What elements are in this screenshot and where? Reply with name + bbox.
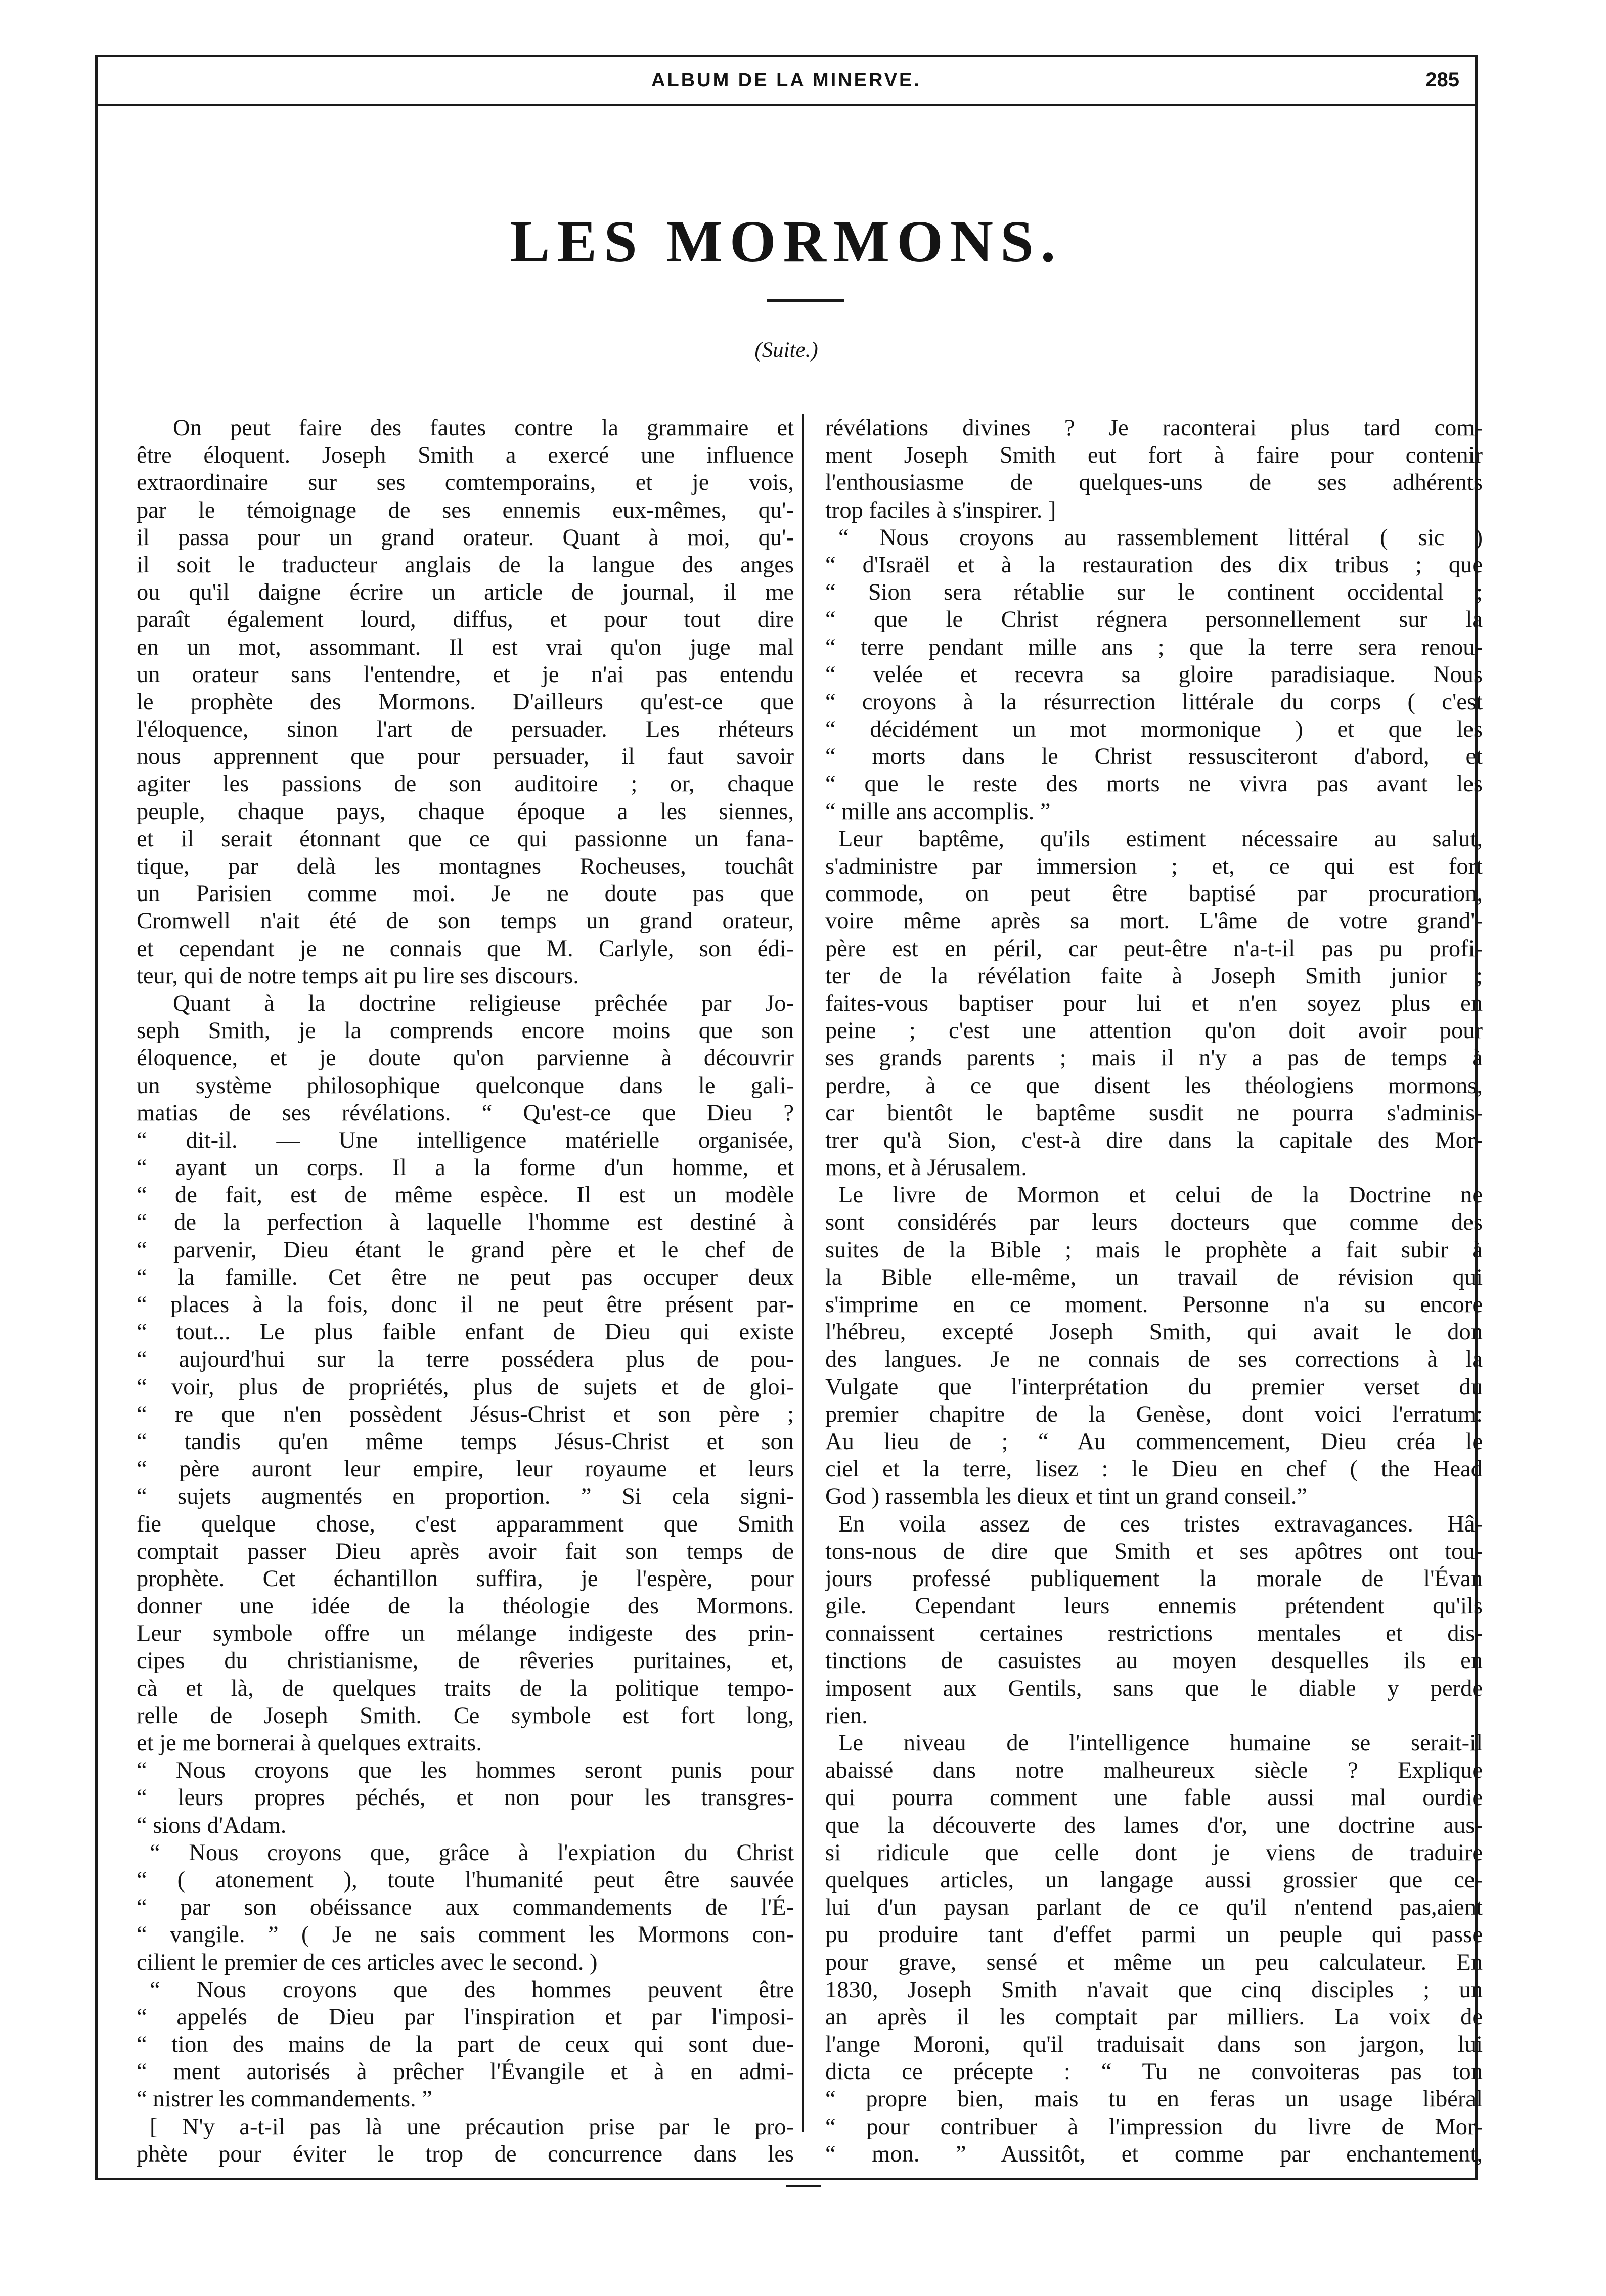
text-line: comptait passer Dieu après avoir fait son temps de bbox=[137, 1538, 794, 1564]
text-line: cilient le premier de ces articles avec le second. ) bbox=[137, 1949, 598, 1975]
text-line: père est en péril, car peut-être n'a-t-il pas pu profi- bbox=[825, 935, 1483, 962]
text-line: trop faciles à s'inspirer. ] bbox=[825, 497, 1056, 523]
text-line: dicta ce précepte : “ Tu ne convoiteras pas ton bbox=[825, 2059, 1483, 2085]
text-line: [ N'y a-t-il pas là une précaution prise par le pro- bbox=[150, 2113, 794, 2140]
text-line: “ Nous croyons que, grâce à l'expiation du Christ bbox=[150, 1839, 794, 1866]
text-line: et je me bornerai à quelques extraits. bbox=[137, 1730, 482, 1756]
text-line: un Parisien comme moi. Je ne doute pas que bbox=[137, 881, 794, 907]
text-line: par le témoignage de ses ennemis eux-mêmes, qu'- bbox=[137, 497, 794, 523]
text-line: “ Nous croyons que les hommes seront punis pour bbox=[137, 1758, 794, 1784]
text-line: “ places à la fois, donc il ne peut être présent par- bbox=[137, 1292, 794, 1318]
text-line: phète pour éviter le trop de concurrence dans les bbox=[137, 2141, 794, 2167]
text-line: “ ment autorisés à prêcher l'Évangile et à en admi- bbox=[137, 2059, 794, 2085]
text-line: connaissent certaines restrictions mentales et dis- bbox=[825, 1620, 1483, 1647]
text-line: révélations divines ? Je raconterai plus tard com- bbox=[825, 415, 1483, 441]
text-line: 1830, Joseph Smith n'avait que cinq disciples ; un bbox=[825, 1976, 1483, 2003]
text-line: voire même après sa mort. L'âme de votre grand'- bbox=[825, 908, 1483, 934]
text-line: “ appelés de Dieu par l'inspiration et par l'imposi- bbox=[137, 2004, 794, 2030]
text-line: “ leurs propres péchés, et non pour les transgres- bbox=[137, 1785, 794, 1811]
text-line: “ pour contribuer à l'impression du livre de Mor- bbox=[825, 2113, 1483, 2140]
bottom-ornament bbox=[786, 2185, 821, 2187]
text-line: gile. Cependant leurs ennemis prétendent qu'ils bbox=[825, 1593, 1483, 1619]
text-line: “ ayant un corps. Il a la forme d'un homme, et bbox=[137, 1155, 794, 1181]
text-line: “ que le reste des morts ne vivra pas avant les bbox=[825, 771, 1483, 797]
running-header bbox=[95, 55, 1478, 106]
text-line: paraît également lourd, diffus, et pour tout dire bbox=[137, 607, 794, 633]
text-line: “ père auront leur empire, leur royaume et leurs bbox=[137, 1456, 794, 1482]
text-line: en un mot, assommant. Il est vrai qu'on juge mal bbox=[137, 634, 794, 660]
text-line: “ parvenir, Dieu étant le grand père et le chef de bbox=[137, 1237, 794, 1263]
text-line: agiter les passions de son auditoire ; or, chaque bbox=[137, 771, 794, 797]
text-line: En voila assez de ces tristes extravagances. Hâ- bbox=[838, 1511, 1483, 1537]
column-divider bbox=[802, 414, 804, 2132]
text-line: et il serait étonnant que ce qui passionne un fana- bbox=[137, 826, 794, 852]
text-line: “ d'Israël et à la restauration des dix tribus ; que bbox=[825, 552, 1483, 578]
text-line: la Bible elle-même, un travail de révision qui bbox=[825, 1264, 1483, 1290]
text-line: “ Sion sera rétablie sur le continent occidental ; bbox=[825, 579, 1483, 606]
text-line: cipes du christianisme, de rêveries puritaines, et, bbox=[137, 1648, 794, 1674]
text-line: l'hébreu, excepté Joseph Smith, qui avait le don bbox=[825, 1319, 1483, 1345]
text-line: “ de fait, est de même espèce. Il est un modèle bbox=[137, 1182, 794, 1208]
text-line: ter de la révélation faite à Joseph Smith junior ; bbox=[825, 963, 1483, 989]
text-line: abaissé dans notre malheureux siècle ? Explique bbox=[825, 1758, 1483, 1784]
text-line: ses grands parents ; mais il n'y a pas de temps à bbox=[825, 1045, 1483, 1071]
text-line: Leur symbole offre un mélange indigeste des prin- bbox=[137, 1620, 794, 1647]
text-line: “ mille ans accomplis. ” bbox=[825, 798, 1051, 825]
text-line: être éloquent. Joseph Smith a exercé une influence bbox=[137, 442, 794, 469]
text-line: “ tout... Le plus faible enfant de Dieu qui existe bbox=[137, 1319, 794, 1345]
text-line: prophète. Cet échantillon suffira, je l'espère, pour bbox=[137, 1565, 794, 1592]
text-line: un orateur sans l'entendre, et je n'ai pas entendu bbox=[137, 661, 794, 688]
text-line: Leur baptême, qu'ils estiment nécessaire au salut, bbox=[838, 826, 1483, 852]
text-line: tinctions de casuistes au moyen desquelles ils en bbox=[825, 1648, 1483, 1674]
text-line: “ sujets augmentés en proportion. ” Si cela signi- bbox=[137, 1483, 794, 1510]
text-line: Vulgate que l'interprétation du premier verset du bbox=[825, 1374, 1483, 1400]
text-line: “ terre pendant mille ans ; que la terre sera renou- bbox=[825, 634, 1483, 660]
text-line: Au lieu de ; “ Au commencement, Dieu créa le bbox=[825, 1428, 1483, 1455]
text-line: des langues. Je ne connais de ses corrections à la bbox=[825, 1346, 1483, 1373]
text-line: l'ange Moroni, qu'il traduisait dans son jargon, lui bbox=[825, 2032, 1483, 2058]
text-line: “ morts dans le Christ ressusciteront d'abord, et bbox=[825, 744, 1483, 770]
text-line: jours professé publiquement la morale de l'Évan bbox=[825, 1565, 1483, 1592]
text-line: “ de la perfection à laquelle l'homme est destiné à bbox=[137, 1209, 794, 1236]
text-line: Cromwell n'ait été de son temps un grand orateur, bbox=[137, 908, 794, 934]
text-line: il passa pour un grand orateur. Quant à moi, qu'- bbox=[137, 524, 794, 551]
text-line: “ re que n'en possèdent Jésus-Christ et son père ; bbox=[137, 1401, 794, 1427]
article-title: LES MORMONS. bbox=[510, 208, 1063, 275]
text-line: suites de la Bible ; mais le prophète a fait subir à bbox=[825, 1237, 1483, 1263]
text-line: tique, par delà les montagnes Rocheuses, touchât bbox=[137, 853, 794, 879]
text-line: peine ; c'est une attention qu'on doit avoir pour bbox=[825, 1018, 1483, 1044]
text-line: “ que le Christ régnera personnellement sur la bbox=[825, 607, 1483, 633]
text-line: tons-nous de dire que Smith et ses apôtres ont tou- bbox=[825, 1538, 1483, 1564]
text-line: pour grave, sensé et même un peu calculateur. En bbox=[825, 1949, 1483, 1975]
text-line: si ridicule que celle dont je viens de traduire bbox=[825, 1839, 1483, 1866]
text-line: seph Smith, je la comprends encore moins que son bbox=[137, 1018, 794, 1044]
text-line: “ la famille. Cet être ne peut pas occuper deux bbox=[137, 1264, 794, 1290]
text-line: “ tandis qu'en même temps Jésus-Christ et son bbox=[137, 1428, 794, 1455]
text-line: quelques articles, un langage aussi grossier que ce- bbox=[825, 1867, 1483, 1893]
text-line: s'administre par immersion ; et, ce qui est fort bbox=[825, 853, 1483, 879]
right-column bbox=[825, 415, 1483, 2168]
text-line: pu produire tant d'effet parmi un peuple qui passe bbox=[825, 1922, 1483, 1948]
title-divider bbox=[767, 299, 844, 302]
text-line: commode, on peut être baptisé par procuration, bbox=[825, 881, 1483, 907]
text-line: qui pourra comment une fable aussi mal ourdie bbox=[825, 1785, 1483, 1811]
text-line: “ voir, plus de propriétés, plus de sujets et de gloi- bbox=[137, 1374, 794, 1400]
journal-title: ALBUM DE LA MINERVE. bbox=[651, 70, 921, 91]
text-line: On peut faire des fautes contre la grammaire et bbox=[173, 415, 794, 441]
text-line: ment Joseph Smith eut fort à faire pour contenir bbox=[825, 442, 1483, 469]
text-line: Quant à la doctrine religieuse prêchée par Jo- bbox=[173, 990, 794, 1016]
text-line: mons, et à Jérusalem. bbox=[825, 1155, 1028, 1181]
text-line: perdre, à ce que disent les théologiens mormons, bbox=[825, 1072, 1483, 1099]
text-line: “ aujourd'hui sur la terre possédera plus de pou- bbox=[137, 1346, 794, 1373]
text-line: l'éloquence, sinon l'art de persuader. Les rhéteurs bbox=[137, 716, 794, 743]
text-line: le prophète des Mormons. D'ailleurs qu'est-ce que bbox=[137, 689, 794, 715]
text-line: car bientôt le baptême susdit ne pourra s'adminis- bbox=[825, 1100, 1483, 1126]
text-line: “ tion des mains de la part de ceux qui sont due- bbox=[137, 2032, 794, 2058]
text-line: ciel et la terre, lisez : le Dieu en chef ( the Head bbox=[825, 1456, 1483, 1482]
text-line: “ Nous croyons au rassemblement littéral ( sic ) bbox=[838, 524, 1483, 551]
text-line: rien. bbox=[825, 1702, 868, 1729]
text-line: God ) rassembla les dieux et tint un grand conseil.” bbox=[825, 1483, 1308, 1510]
text-line: “ dit-il. — Une intelligence matérielle organisée, bbox=[137, 1127, 794, 1153]
text-line: sont considérés par leurs docteurs que comme des bbox=[825, 1209, 1483, 1236]
text-line: s'imprime en ce moment. Personne n'a su encore bbox=[825, 1292, 1483, 1318]
text-line: donner une idée de la théologie des Mormons. bbox=[137, 1593, 794, 1619]
text-line: “ sions d'Adam. bbox=[137, 1812, 287, 1838]
text-line: matias de ses révélations. “ Qu'est-ce que Dieu ? bbox=[137, 1100, 794, 1126]
text-line: imposent aux Gentils, sans que le diable y perde bbox=[825, 1675, 1483, 1701]
text-line: que la découverte des lames d'or, une doctrine aus- bbox=[825, 1812, 1483, 1838]
text-line: Le niveau de l'intelligence humaine se serait-il bbox=[838, 1730, 1483, 1756]
text-line: l'enthousiasme de quelques-uns de ses adhérents bbox=[825, 470, 1483, 496]
text-line: ou qu'il daigne écrire un article de journal, il me bbox=[137, 579, 794, 606]
text-line: “ Nous croyons que des hommes peuvent être bbox=[150, 1976, 794, 2003]
text-line: “ décidément un mot mormonique ) et que les bbox=[825, 716, 1483, 743]
text-line: relle de Joseph Smith. Ce symbole est fort long, bbox=[137, 1702, 794, 1729]
text-line: cà et là, de quelques traits de la politique tempo- bbox=[137, 1675, 794, 1701]
text-line: éloquence, et je doute qu'on parvienne à découvrir bbox=[137, 1045, 794, 1071]
text-line: an après il les comptait par milliers. La voix de bbox=[825, 2004, 1483, 2030]
text-line: “ nistrer les commandements. ” bbox=[137, 2086, 432, 2112]
text-line: “ par son obéissance aux commandements de l'É- bbox=[137, 1895, 794, 1921]
text-line: Le livre de Mormon et celui de la Doctrine ne bbox=[838, 1182, 1483, 1208]
text-line: “ ( atonement ), toute l'humanité peut être sauvée bbox=[137, 1867, 794, 1893]
left-column bbox=[137, 415, 794, 2168]
text-line: un système philosophique quelconque dans le gali- bbox=[137, 1072, 794, 1099]
text-line: “ mon. ” Aussitôt, et comme par enchantement, bbox=[825, 2141, 1483, 2167]
text-line: lui d'un paysan parlant de ce qu'il n'entend pas,aient bbox=[825, 1895, 1483, 1921]
page-number: 285 bbox=[1425, 69, 1459, 91]
text-line: “ velée et recevra sa gloire paradisiaque. Nous bbox=[825, 661, 1483, 688]
text-line: “ vangile. ” ( Je ne sais comment les Mormons con- bbox=[137, 1922, 794, 1948]
text-line: “ propre bien, mais tu en feras un usage libéral bbox=[825, 2086, 1483, 2112]
text-line: trer qu'à Sion, c'est-à dire dans la capitale des Mor- bbox=[825, 1127, 1483, 1153]
text-line: extraordinaire sur ses comtemporains, et je vois, bbox=[137, 470, 794, 496]
text-line: peuple, chaque pays, chaque époque a les siennes, bbox=[137, 798, 794, 825]
text-line: faites-vous baptiser pour lui et n'en soyez plus en bbox=[825, 990, 1483, 1016]
text-line: premier chapitre de la Genèse, dont voici l'erratum: bbox=[825, 1401, 1483, 1427]
text-line: fie quelque chose, c'est apparamment que Smith bbox=[137, 1511, 794, 1537]
text-line: et cependant je ne connais que M. Carlyle, son édi- bbox=[137, 935, 794, 962]
text-line: “ croyons à la résurrection littérale du corps ( c'est bbox=[825, 689, 1483, 715]
text-line: nous apprennent que pour persuader, il faut savoir bbox=[137, 744, 794, 770]
text-line: teur, qui de notre temps ait pu lire ses discours. bbox=[137, 963, 579, 989]
text-line: il soit le traducteur anglais de la langue des anges bbox=[137, 552, 794, 578]
article-subtitle: (Suite.) bbox=[754, 338, 818, 362]
